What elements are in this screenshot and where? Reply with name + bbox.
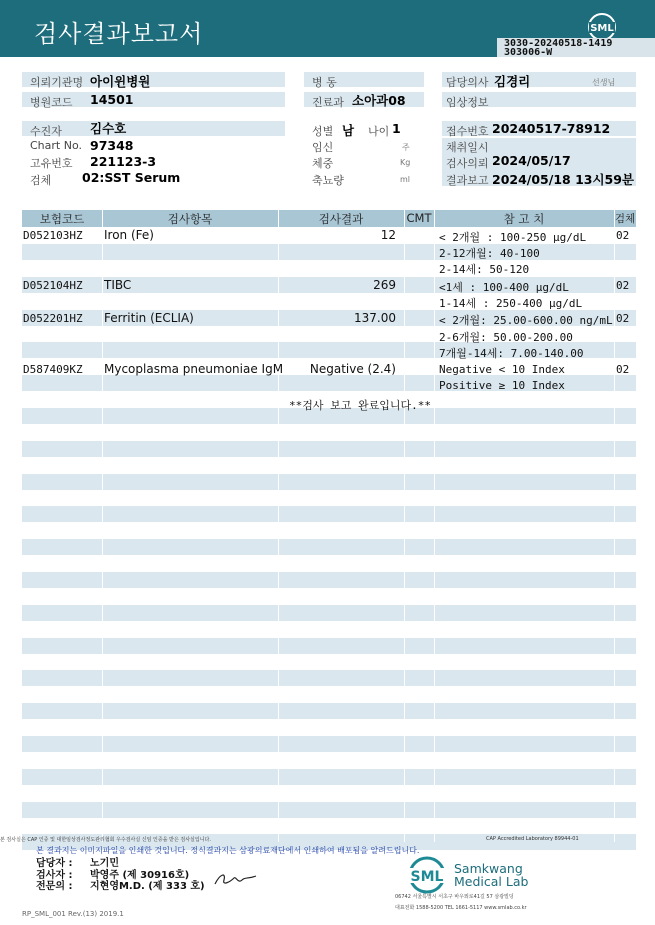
row-specimen: 02 (616, 363, 630, 376)
manager-value: 노기민 (90, 858, 119, 869)
dept-label: 진료과 (312, 96, 344, 109)
row-stripe (22, 703, 636, 719)
pregnancy-unit: 주 (402, 143, 410, 152)
lab-name-line2: Medical Lab (454, 874, 529, 889)
row-stripe (22, 638, 636, 654)
column-divider (614, 210, 615, 842)
receipt-label: 접수번호 (446, 125, 489, 138)
svg-text:SML: SML (590, 23, 614, 34)
report-code-1: 3030-20240518-1419 (504, 38, 613, 49)
th-item: 검사항목 (167, 212, 213, 226)
th-code: 보험코드 (39, 212, 85, 226)
print-notice: 본 결과지는 이미지파일을 인쇄한 것입니다. 정식결과지는 삼광의료재단에서 인쇄하여 배포됨을 알려드립니다. (36, 846, 420, 855)
row-stripe (22, 441, 636, 457)
th-reference: 참 고 치 (503, 212, 545, 226)
row-ref: 1-14세 : 250-400 µg/dL (439, 297, 583, 310)
chart-label: Chart No. (30, 139, 82, 152)
row-specimen: 02 (616, 312, 630, 325)
tester-value: 박영주 (제 30916호) (90, 870, 190, 881)
row-stripe (22, 670, 636, 686)
report-date-label: 결과보고 (446, 174, 489, 187)
urine-unit: ml (400, 175, 411, 184)
th-result: 검사결과 (318, 212, 364, 226)
row-item: Iron (Fe) (104, 228, 154, 242)
row-ref: 2-14세: 50-120 (439, 263, 530, 276)
row-ref: < 2개월 : 100-250 µg/dL (439, 231, 587, 244)
urine-label: 축뇨량 (312, 174, 344, 187)
report-code-strip (497, 38, 655, 57)
request-value: 2024/05/17 (492, 153, 571, 168)
accreditation-note: 본 검사실은 CAP 인증 및 대한임상검사정도관리협회 우수검사실 신임 인증을 받은 검사실입니다. (0, 837, 211, 843)
row-ref: 2-12개월: 40-100 (439, 247, 540, 260)
cap-note: CAP Accredited Laboratory 89944-01 (486, 836, 579, 842)
doctor-suffix: 선생님 (592, 78, 616, 87)
hospital-code-value: 14501 (90, 92, 134, 107)
report-date-value: 2024/05/18 13시59분 (492, 172, 635, 187)
age-label: 나이 (368, 125, 390, 138)
id-label: 고유번호 (30, 157, 73, 170)
row-result: 137.00 (354, 311, 396, 325)
th-specimen: 검체 (614, 213, 636, 225)
row-result: 12 (380, 228, 396, 242)
manager-label: 담당자 : (36, 858, 73, 869)
expert-label: 전문의 : (36, 881, 73, 892)
row-code: D587409KZ (23, 363, 83, 376)
report-code-2: 303006-W (504, 47, 553, 58)
request-label: 검사의뢰 (446, 157, 489, 170)
row-specimen: 02 (616, 229, 630, 242)
svg-text:SML: SML (410, 869, 444, 885)
row-specimen: 02 (616, 279, 630, 292)
row-item: Ferritin (ECLIA) (104, 311, 194, 325)
institution-value: 아이윈병원 (90, 74, 151, 89)
signature-icon (212, 870, 258, 888)
lab-address: 06742 서울특별시 서초구 바우뫼로41길 57 삼광빌딩 (395, 894, 514, 900)
doctor-value: 김경리 (494, 74, 531, 89)
lab-name (454, 862, 528, 888)
results-table-header (22, 210, 636, 227)
age-value: 1 (392, 121, 401, 136)
completion-note: **검사 보고 완료입니다.** (289, 399, 431, 412)
row-ref: 2-6개월: 50.00-200.00 (439, 331, 573, 344)
sex-value: 남 (342, 123, 355, 138)
row-ref: Positive ≥ 10 Index (439, 379, 565, 392)
institution-label: 의뢰기관명 (30, 76, 84, 89)
clinical-label: 임상정보 (446, 96, 489, 109)
row-stripe (22, 539, 636, 555)
row-code: D052104HZ (23, 279, 83, 292)
column-divider (404, 210, 405, 842)
column-divider (102, 210, 103, 842)
th-cmt: CMT (406, 211, 432, 225)
pregnancy-label: 임신 (312, 141, 334, 154)
id-value: 221123-3 (90, 154, 157, 169)
lab-phone: 대표전화 1588-5200 TEL 1661-5117 www.smlab.co.kr (395, 905, 527, 911)
row-stripe (22, 802, 636, 818)
sex-label: 성별 (312, 125, 334, 138)
row-result: Negative (2.4) (309, 362, 396, 376)
expert-value: 지현영M.D. (제 333 호) (90, 881, 205, 892)
row-ref: Negative < 10 Index (439, 363, 565, 376)
specimen-label: 검체 (30, 174, 52, 187)
row-ref: < 2개월: 25.00-600.00 ng/mL (439, 314, 613, 327)
weight-label: 체중 (312, 157, 334, 170)
row-stripe (22, 572, 636, 588)
row-ref: 7개월-14세: 7.00-140.00 (439, 347, 584, 360)
row-code: D052201HZ (23, 312, 83, 325)
hospital-code-label: 병원코드 (30, 96, 73, 109)
column-divider (434, 210, 435, 842)
row-result: 269 (373, 278, 396, 292)
receipt-value: 20240517-78912 (492, 121, 611, 136)
collect-label: 채취일시 (446, 141, 489, 154)
row-stripe (22, 769, 636, 785)
patient-label: 수진자 (30, 125, 62, 138)
column-divider (278, 210, 279, 842)
lab-name-line1: Samkwang (454, 861, 523, 876)
tester-label: 검사자 : (36, 870, 73, 881)
sml-large-logo-icon (405, 856, 449, 894)
row-code: D052103HZ (23, 229, 83, 242)
chart-value: 97348 (90, 138, 134, 153)
row-stripe (22, 605, 636, 621)
doctor-label: 담당의사 (446, 76, 489, 89)
specimen-value: 02:SST Serum (82, 170, 181, 185)
row-item: Mycoplasma pneumoniae IgM (104, 362, 284, 376)
ward-label: 병 동 (312, 76, 337, 89)
report-title: 검사결과보고서 (34, 20, 204, 48)
row-item: TIBC (104, 278, 132, 292)
row-ref: <1세 : 100-400 µg/dL (439, 281, 569, 294)
row-stripe (22, 736, 636, 752)
row-stripe (22, 474, 636, 490)
weight-unit: Kg (400, 158, 411, 167)
row-stripe (22, 244, 636, 260)
patient-value: 김수호 (90, 121, 127, 136)
dept-value: 소아과08 (352, 93, 406, 108)
row-stripe (22, 506, 636, 522)
form-revision: RP_SML_001 Rev.(13) 2019.1 (22, 910, 124, 918)
